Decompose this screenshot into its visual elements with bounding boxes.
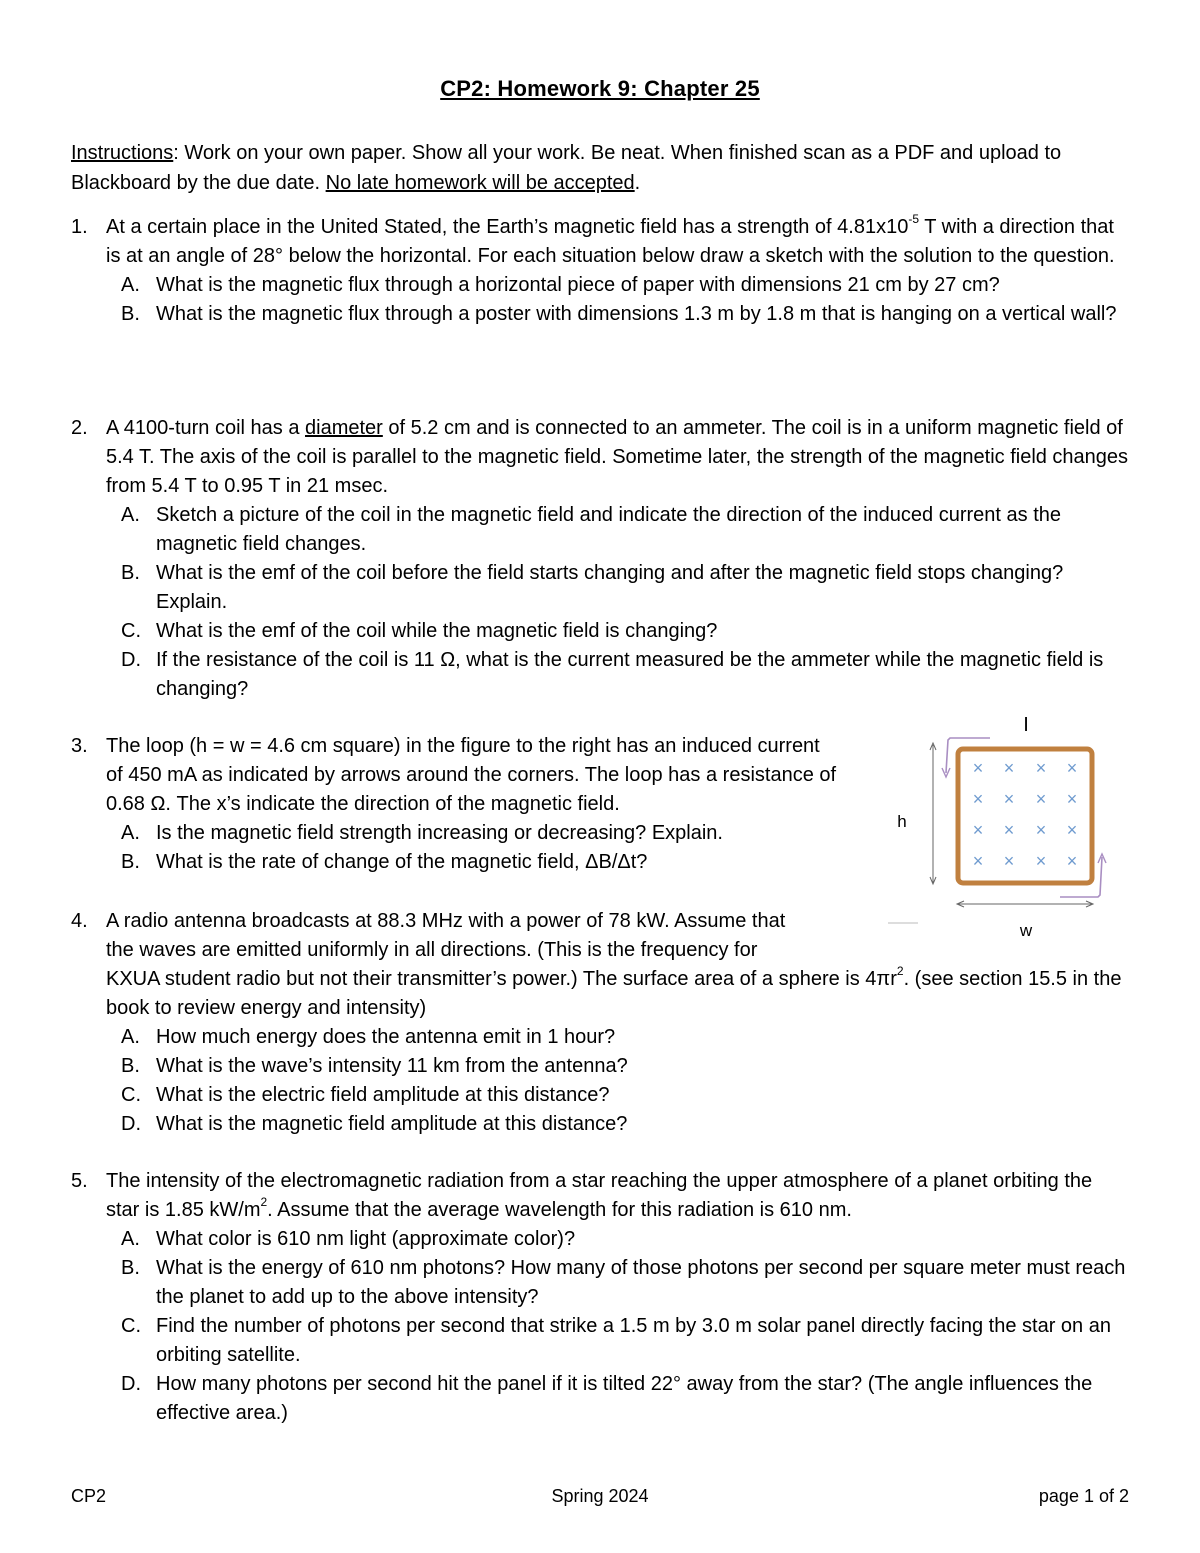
sub-question [106,271,1131,300]
sub-question-label: C. [121,1084,141,1106]
sub-question [106,1081,1131,1110]
stem-text: KXUA student radio but not their transmitter’s power.) The surface area of a sphere is 4πr [106,968,897,990]
question-stem [106,907,1131,1023]
sub-question-label: B. [121,562,140,584]
field-into-page-mark: × [1035,758,1047,778]
sub-question-text: If the resistance of the coil is 11 Ω, what is the current measured be the ammeter while the magnetic field is changing? [156,649,1104,700]
sub-question [106,1370,1131,1428]
sub-question [106,646,1131,704]
instructions-end: . [634,171,641,194]
sub-question-list [106,819,841,877]
height-label: h [897,812,907,831]
sub-question-text: What is the energy of 610 nm photons? How many of those photons per second per square meter must reach the planet to add up to the above intensity? [156,1257,1126,1308]
stem-text: The intensity of the electromagnetic radiation from a star reaching the upper atmosphere of a planet orbiting the star is 1.85 kW/m [106,1170,1093,1221]
question-3 [71,732,841,877]
sub-question-text: What is the magnetic field amplitude at this distance? [156,1113,628,1135]
sub-question-label: B. [121,1055,140,1077]
sub-question [106,559,1131,617]
sub-question-list [106,1023,1131,1139]
sub-question-text: What color is 610 nm light (approximate color)? [156,1228,576,1250]
current-arrow-top-left [946,738,990,773]
field-into-page-mark: × [1066,851,1078,871]
sub-question [106,848,841,877]
question-stem [106,213,1131,271]
sub-question-list [106,271,1131,329]
width-label: w [1019,921,1033,940]
magnetic-field-marks [973,758,1078,871]
question-2 [71,414,1131,704]
question-number: 4. [71,910,88,932]
footer-course: CP2 [71,1486,107,1506]
sub-question [106,501,1131,559]
sub-question-list [106,1225,1131,1428]
field-into-page-mark: × [1066,758,1078,778]
sub-question [106,1110,1131,1139]
sub-question-label: A. [121,1228,140,1250]
sub-question-text: What is the wave’s intensity 11 km from the antenna? [156,1055,628,1077]
sub-question-label: A. [121,504,140,526]
late-policy: No late homework will be accepted [325,171,635,194]
instructions-text: : Work on your own paper. Show all your work. Be neat. When finished scan as a PDF and upload to Blackboard by the due date. [71,142,1062,194]
sub-question [106,300,1131,329]
sub-question-text: How much energy does the antenna emit in 1 hour? [156,1026,616,1048]
instructions [71,139,1141,198]
sub-question-label: C. [121,620,141,642]
field-into-page-mark: × [1066,789,1078,809]
stem-text: A 4100-turn coil has a [106,417,306,439]
stem-text: At a certain place in the United Stated, the Earth’s magnetic field has a strength of 4.81x10 [106,216,909,238]
sub-question [106,1312,1131,1370]
footer-term: Spring 2024 [551,1486,649,1506]
sub-question-label: B. [121,1257,140,1279]
sub-question-list [106,501,1131,704]
field-into-page-mark: × [1066,820,1078,840]
field-into-page-mark: × [1003,851,1015,871]
question-stem [106,414,1131,501]
current-label: I [1023,714,1029,736]
field-into-page-mark: × [1035,851,1047,871]
sub-question [106,617,1131,646]
diameter-word: diameter [305,417,383,439]
exponent: 2 [896,964,904,979]
sub-question-label: B. [121,303,140,325]
exponent: 2 [260,1195,268,1210]
sub-question-label: B. [121,851,140,873]
field-into-page-mark: × [972,851,984,871]
sub-question-text: What is the magnetic flux through a poster with dimensions 1.3 m by 1.8 m that is hanging on a vertical wall? [156,303,1117,325]
field-into-page-mark: × [1035,820,1047,840]
question-number: 3. [71,735,88,757]
sub-question-text: What is the electric field amplitude at this distance? [156,1084,610,1106]
sub-question-label: D. [121,1373,141,1395]
field-into-page-mark: × [1003,789,1015,809]
question-stem [106,1167,1131,1225]
sub-question-label: D. [121,649,141,671]
page-title: CP2: Homework 9: Chapter 25 [440,76,760,101]
sub-question [106,1052,1131,1081]
footer-page-number: page 1 of 2 [1038,1486,1129,1506]
question-4 [71,907,1131,1139]
field-into-page-mark: × [972,789,984,809]
question-number: 1. [71,216,88,238]
sub-question [106,1225,1131,1254]
field-into-page-mark: × [972,758,984,778]
stem-text: T with a direction that is at an angle of 28° below the horizontal. For each situation below draw a sketch with the solution to the question. [106,216,1115,267]
question-5 [71,1167,1131,1428]
sub-question [106,1254,1131,1312]
sub-question-label: A. [121,822,140,844]
sub-question-text: What is the rate of change of the magnetic field, ΔB/Δt? [156,851,648,873]
sub-question-label: A. [121,274,140,296]
stem-line: the waves are emitted uniformly in all directions. (This is the frequency for [106,939,758,961]
sub-question-label: A. [121,1026,140,1048]
sub-question-label: C. [121,1315,141,1337]
field-into-page-mark: × [1035,789,1047,809]
exponent: -5 [908,212,920,227]
sub-question-label: D. [121,1113,141,1135]
sub-question [106,819,841,848]
stem-text: of 5.2 cm and is connected to an ammeter. The coil is in a uniform magnetic field of 5.4 T. The axis of the coil is parallel to the magnetic field. Sometime later, the strength of the magnetic field changes from 5.4 T to 0.95 T in 21 msec. [106,417,1129,497]
field-into-page-mark: × [1003,820,1015,840]
question-number: 2. [71,417,88,439]
sub-question-text: How many photons per second hit the panel if it is tilted 22° away from the star? (The angle influences the effective area.) [156,1373,1093,1424]
sub-question-text: What is the magnetic flux through a horizontal piece of paper with dimensions 21 cm by 27 cm? [156,274,1000,296]
instructions-label: Instructions [71,142,174,164]
field-into-page-mark: × [972,820,984,840]
stem-text: . (see section 15.5 in the book to review energy and intensity) [106,968,1122,1019]
sub-question-text: Is the magnetic field strength increasing or decreasing? Explain. [156,822,723,844]
sub-question-text: Find the number of photons per second that strike a 1.5 m by 3.0 m solar panel directly facing the star on an orbiting satellite. [156,1315,1111,1366]
sub-question-text: Sketch a picture of the coil in the magnetic field and indicate the direction of the induced current as the magnetic field changes. [156,504,1061,555]
sub-question-text: What is the emf of the coil while the magnetic field is changing? [156,620,718,642]
question-stem: The loop (h = w = 4.6 cm square) in the figure to the right has an induced current of 450 mA as indicated by arrows around the corners. The loop has a resistance of 0.68 Ω. The x’s indicate the direction of the magnetic field. [106,735,837,815]
question-number: 5. [71,1170,88,1192]
question-1 [71,213,1131,329]
stem-line: A radio antenna broadcasts at 88.3 MHz with a power of 78 kW. Assume that [106,910,786,932]
sub-question [106,1023,1131,1052]
stem-text: . Assume that the average wavelength for this radiation is 610 nm. [267,1199,852,1221]
sub-question-text: What is the emf of the coil before the field starts changing and after the magnetic field stops changing? Explain. [156,562,1064,613]
field-into-page-mark: × [1003,758,1015,778]
